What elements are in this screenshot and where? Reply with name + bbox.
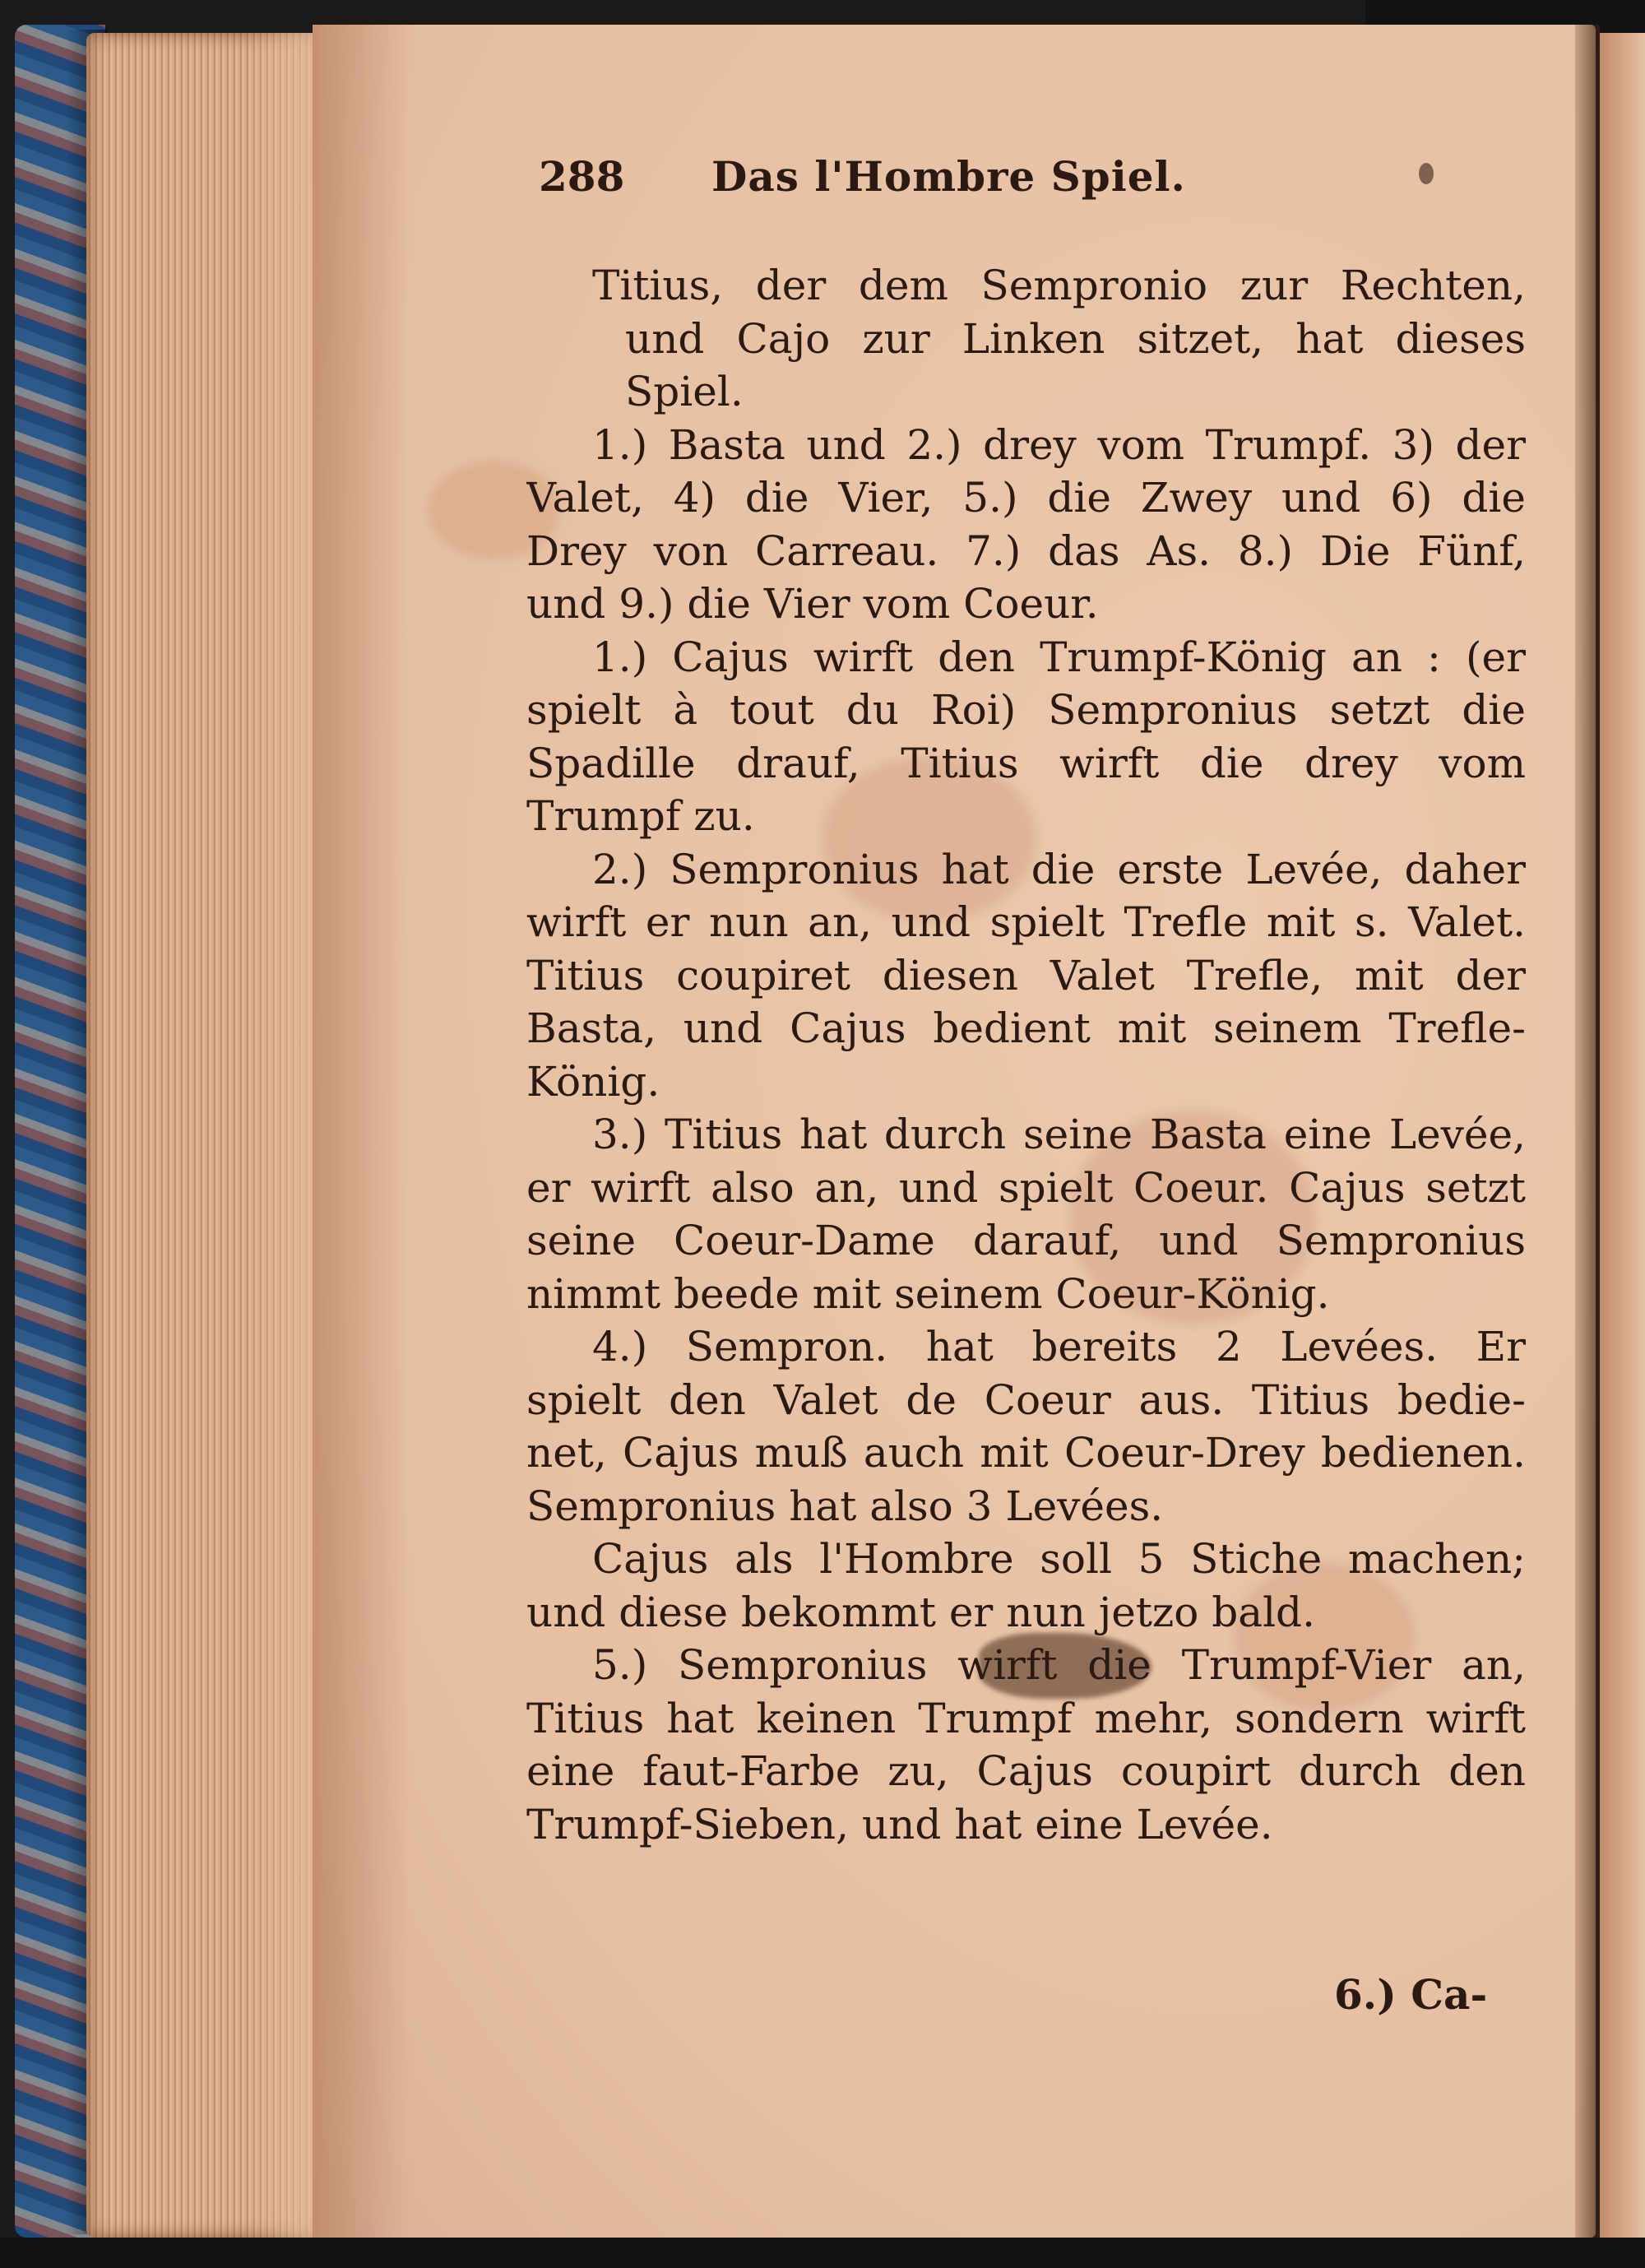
- text-line: und diese bekommt er nun jetzo bald.: [526, 1588, 1315, 1636]
- text-line: und 9.) die Vier vom Coeur.: [526, 580, 1099, 628]
- text-line: Basta, und Cajus bedient mit seinem Trefle-: [526, 1004, 1526, 1052]
- text-line: 1.) Cajus wirft den Trumpf-König an : (er: [592, 633, 1526, 681]
- background-bottom: [0, 2238, 1645, 2268]
- text-line: Spadille drauf, Titius wirft die drey vom: [526, 739, 1526, 787]
- text-line: Titius, der dem Sempronio zur Rechten,: [592, 262, 1526, 309]
- running-head: [539, 152, 1394, 218]
- ink-dot: [1419, 163, 1434, 184]
- text-line: eine faut-Farbe zu, Cajus coupirt durch den: [526, 1747, 1526, 1795]
- text-line: 4.) Sempron. hat bereits 2 Levées. Er: [592, 1323, 1526, 1371]
- text-line: Sempronius hat also 3 Levées.: [526, 1482, 1164, 1530]
- text-line: net, Cajus muß auch mit Coeur-Drey bedienen.: [526, 1429, 1526, 1477]
- text-line: nimmt beede mit seinem Coeur-König.: [526, 1269, 1330, 1318]
- page-number: 288: [539, 152, 625, 201]
- text-line: wirft er nun an, und spielt Trefle mit s. Valet.: [526, 898, 1526, 946]
- text-line: Cajus als l'Hombre soll 5 Stiche machen;: [592, 1535, 1526, 1583]
- text-line: Valet, 4) die Vier, 5.) die Zwey und 6) die: [526, 474, 1526, 522]
- right-gutter: [1575, 25, 1600, 2238]
- text-line: Drey von Carreau. 7.) das As. 8.) Die Fünf,: [526, 526, 1526, 575]
- text-line: 3.) Titius hat durch seine Basta eine Levée,: [592, 1111, 1526, 1158]
- text-line: seine Coeur-Dame darauf, und Sempronius: [526, 1217, 1526, 1264]
- text-line: Trumpf-Sieben, und hat eine Levée.: [526, 1800, 1273, 1848]
- page-body: [526, 259, 1526, 1851]
- text-line: 1.) Basta und 2.) drey vom Trumpf. 3) der: [592, 420, 1526, 469]
- text-line: und Cajo zur Linken sitzet, hat dieses: [625, 314, 1526, 363]
- text-line: Trumpf zu.: [526, 792, 755, 840]
- text-line: spielt den Valet de Coeur aus. Titius bedie-: [526, 1375, 1526, 1424]
- text-line: Spiel.: [625, 368, 744, 415]
- text-line: spielt à tout du Roi) Sempronius setzt die: [526, 686, 1526, 734]
- text-line: König.: [526, 1057, 660, 1106]
- text-line: Titius hat keinen Trumpf mehr, sondern wirft: [526, 1694, 1526, 1742]
- facing-page-edge: [1600, 33, 1645, 2246]
- catchword: 6.) Ca-: [1334, 1970, 1488, 2019]
- text-line: er wirft also an, und spielt Coeur. Cajus setzt: [526, 1163, 1526, 1212]
- running-title: Das l'Hombre Spiel.: [711, 152, 1186, 201]
- text-line: 2.) Sempronius hat die erste Levée, daher: [592, 845, 1526, 893]
- text-line: Titius coupiret diesen Valet Trefle, mit der: [526, 951, 1526, 999]
- text-line: 5.) Sempronius wirft die Trumpf-Vier an,: [592, 1641, 1526, 1689]
- gutter-shadow: [313, 25, 411, 2238]
